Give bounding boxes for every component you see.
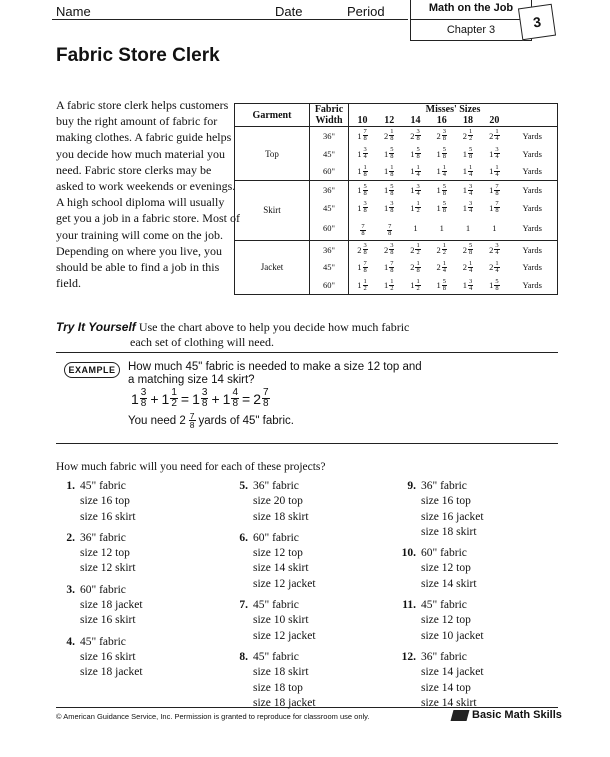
eq-plus-1: + (150, 390, 159, 407)
garment-name: Top (235, 127, 310, 181)
yardage-cell: 1 1 2 (410, 200, 420, 215)
garment-name: Skirt (235, 181, 310, 241)
unit-label: Yards (522, 185, 542, 196)
footer-rule (56, 707, 558, 708)
yardage-cell: 1 7 8 (489, 200, 499, 215)
problem-line: size 16 skirt (80, 510, 136, 523)
chapter-label: Chapter 3 (446, 24, 496, 36)
yardage-cell: 2 1 8 (410, 259, 420, 274)
problem-number: 9. (407, 480, 416, 492)
yardage-cell: 1 5 8 (436, 277, 446, 292)
divider-top (56, 352, 558, 353)
unit-label: Yards (522, 148, 542, 159)
yardage-cell: 1 1 8 (357, 163, 367, 178)
eq-plus-2: + (211, 390, 220, 407)
name-line (52, 19, 408, 20)
problem-line: size 12 top (421, 614, 471, 627)
yardage-cell: 1 5 8 (357, 182, 367, 197)
yardage-cell: 2 1 4 (436, 259, 446, 274)
yardage-cell: 7 8 (361, 222, 365, 237)
yardage-cell: 2 1 4 (489, 128, 499, 143)
yardage-cell: 2 1 4 (462, 259, 473, 274)
table-row (235, 127, 558, 145)
eq-equals-2: = (242, 390, 251, 407)
fabric-width: 36" (310, 127, 349, 145)
problem-item (56, 531, 226, 577)
problem-number: 4. (66, 635, 75, 648)
problem-line: size 12 jacket (253, 577, 316, 590)
fabric-width: 60" (310, 276, 349, 294)
problem-number: 12. (401, 650, 416, 663)
yardage-cell: 1 5 8 (489, 277, 499, 292)
fabric-width: 36" (310, 181, 349, 199)
problem-line: size 14 top (421, 681, 471, 694)
col-fabric-width: Fabric Width (310, 104, 349, 127)
problem-item (397, 650, 567, 711)
problem-number: 1. (66, 480, 75, 492)
yardage-cell: 1 (465, 223, 471, 234)
problem-line: size 16 top (80, 495, 130, 508)
problem-line: size 12 top (253, 547, 303, 560)
problem-line: size 14 skirt (421, 696, 477, 709)
yardage-cell: 1 3 4 (357, 146, 367, 161)
yardage-cell: 1 5 8 (436, 200, 446, 215)
try-label: Try It Yourself (56, 320, 136, 334)
problem-item (397, 546, 567, 592)
eq-term-b: 1 1 2 (161, 387, 177, 409)
problem-line: 60" fabric (80, 583, 126, 596)
problem-line: 36" fabric (253, 480, 299, 492)
problem-item (229, 479, 399, 525)
yardage-cell: 2 3 4 (489, 242, 499, 257)
yardage-cell: 1 1 4 (436, 163, 446, 178)
yardage-cell: 1 7 8 (357, 259, 367, 274)
yardage-cell: 1 1 4 (462, 163, 473, 178)
size-header: 14 (410, 115, 421, 126)
fabric-guide-table (234, 103, 558, 295)
col-misses-sizes: Misses' Sizes (425, 104, 481, 115)
yardage-cell: 1 3 8 (383, 200, 394, 215)
eq-term-a: 1 3 8 (131, 387, 147, 409)
size-header: 16 (436, 115, 447, 126)
unit-label: Yards (522, 223, 542, 234)
yardage-cell: 1 1 4 (410, 163, 420, 178)
example-question: How much 45" fabric is needed to make a size 12 top and a matching size 14 skirt? (128, 361, 422, 386)
divider-bottom (56, 443, 558, 444)
fabric-width: 36" (310, 240, 349, 258)
fabric-width: 60" (310, 162, 349, 180)
problem-number: 11. (402, 599, 416, 612)
problem-line: size 16 skirt (80, 614, 136, 627)
problem-item (56, 479, 226, 525)
section-label: Math on the Job (411, 0, 531, 20)
yardage-cell: 1 7 8 (489, 182, 499, 197)
eq-result: 2 7 8 (253, 387, 269, 409)
page-title: Fabric Store Clerk (56, 45, 220, 66)
problem-item (397, 479, 567, 540)
fabric-width: 45" (310, 199, 349, 217)
table-row (235, 240, 558, 258)
problem-line: 60" fabric (421, 547, 467, 560)
problem-number: 7. (239, 599, 248, 612)
problem-item (229, 598, 399, 644)
problem-line: 45" fabric (80, 635, 126, 648)
yardage-cell: 1 5 8 (383, 146, 394, 161)
problem-item (229, 531, 399, 592)
yardage-cell: 1 (413, 223, 418, 234)
problem-number: 8. (239, 650, 248, 663)
unit-label: Yards (522, 262, 542, 273)
yardage-cell: 2 1 4 (489, 259, 499, 274)
problem-line: size 16 skirt (80, 650, 136, 663)
problem-line: size 12 top (80, 547, 130, 560)
problem-line: 36" fabric (421, 480, 467, 492)
problem-item (397, 598, 567, 644)
yardage-cell: 2 3 8 (357, 242, 367, 257)
intro-paragraph: A fabric store clerk helps customers buy the right amount of fabric for making clothes. A fabric guide helps you decide how much material you need. Fabric store clerks may be asked to work weekends or evenings. A high school diploma will usually get you a job in a fabric store. Most of your training will come on the job. Depending on where you live, you should be able to find a job in this field. (56, 98, 240, 291)
problems-column-2 (229, 479, 399, 717)
try-it-yourself (56, 320, 409, 335)
yardage-cell: 1 5 8 (410, 146, 420, 161)
problem-item (229, 650, 399, 711)
chapter-box (410, 0, 532, 41)
problem-item (56, 635, 226, 681)
yardage-cell: 1 5 8 (383, 182, 394, 197)
brand (452, 709, 562, 721)
problem-line: size 16 top (421, 495, 471, 508)
problem-line: size 10 jacket (421, 629, 484, 642)
unit-label: Yards (522, 202, 542, 213)
yardage-cell: 1 5 8 (436, 182, 446, 197)
yardage-cell: 1 3 4 (462, 277, 473, 292)
size-header: 10 (357, 115, 368, 126)
problems-column-1 (56, 479, 226, 687)
eq-equals-1: = (180, 390, 190, 407)
date-label: Date (275, 4, 303, 19)
yardage-cell: 1 3 4 (410, 182, 420, 197)
yardage-cell: 2 1 2 (462, 128, 473, 143)
problem-line: size 14 skirt (253, 562, 309, 575)
problem-line: size 18 jacket (80, 599, 143, 612)
yardage-cell: 1 7 8 (357, 128, 367, 143)
try-line-1: Use the chart above to help you decide how much fabric (138, 320, 410, 334)
problem-line: 45" fabric (80, 480, 126, 492)
yardage-cell: 1 7 8 (383, 259, 394, 274)
problem-line: size 18 top (253, 681, 303, 694)
copyright: © American Guidance Service, Inc. Permission is granted to reproduce for classroom use only. (56, 712, 370, 721)
page-number: 3 (518, 4, 556, 40)
name-label: Name (56, 4, 91, 19)
problem-line: size 12 skirt (80, 562, 136, 575)
yardage-cell: 1 1 4 (489, 163, 499, 178)
eq-term-c: 1 3 8 (192, 387, 208, 409)
problem-line: 36" fabric (421, 650, 467, 663)
example-equation (131, 388, 270, 409)
unit-label: Yards (522, 280, 542, 291)
problems-column-3 (397, 479, 567, 717)
yardage-cell: 1 3 4 (462, 182, 473, 197)
yardage-cell: 1 1 8 (383, 163, 394, 178)
yardage-cell: 2 3 8 (410, 128, 420, 143)
problem-line: size 18 jacket (80, 666, 143, 679)
yardage-cell: 1 1 2 (410, 277, 420, 292)
garment-name: Jacket (235, 240, 310, 294)
yardage-cell: 1 3 4 (489, 146, 499, 161)
yardage-cell: 1 (439, 223, 444, 234)
problem-line: 45" fabric (253, 650, 299, 663)
yardage-cell: 1 3 4 (462, 200, 473, 215)
try-line-2: each set of clothing will need. (130, 335, 274, 349)
problem-line: size 18 skirt (253, 510, 309, 523)
yardage-cell: 1 1 2 (383, 277, 394, 292)
problem-line: 45" fabric (253, 599, 299, 612)
fabric-width: 45" (310, 145, 349, 163)
unit-label: Yards (522, 166, 542, 177)
eq-term-d: 1 4 8 (222, 387, 238, 409)
problem-line: size 18 jacket (253, 696, 316, 709)
fabric-width: 45" (310, 259, 349, 277)
example-answer: You need 2 7 8 yards of 45" fabric. (128, 411, 295, 430)
problem-line: size 12 top (421, 562, 471, 575)
problem-number: 2. (66, 531, 75, 544)
yardage-cell: 2 5 8 (462, 242, 473, 257)
problem-line: size 18 skirt (253, 666, 309, 679)
unit-header-spacer (507, 115, 557, 127)
problem-line: size 14 jacket (421, 666, 484, 679)
table-row (235, 181, 558, 199)
yardage-cell: 1 3 8 (357, 200, 367, 215)
brand-label: Basic Math Skills (472, 709, 562, 721)
example-badge: EXAMPLE (64, 362, 120, 378)
period-label: Period (347, 4, 385, 19)
size-header: 20 (489, 115, 500, 126)
problem-number: 5. (239, 480, 248, 492)
yardage-cell: 7 8 (388, 222, 392, 237)
yardage-cell: 2 3 8 (436, 128, 446, 143)
unit-label: Yards (522, 130, 542, 141)
problem-item (56, 583, 226, 629)
problem-line: 45" fabric (421, 599, 467, 612)
yardage-cell: 1 5 8 (436, 146, 446, 161)
yardage-cell: 2 1 2 (410, 242, 420, 257)
problem-line: size 10 skirt (253, 614, 309, 627)
size-header: 18 (463, 115, 474, 126)
unit-label: Yards (522, 244, 542, 255)
problem-line: size 14 skirt (421, 577, 477, 590)
fabric-width: 60" (310, 217, 349, 241)
problem-number: 6. (239, 531, 248, 544)
problem-number: 3. (66, 583, 75, 596)
yardage-cell: 1 5 8 (462, 146, 473, 161)
problem-line: 36" fabric (80, 531, 126, 544)
yardage-cell: 2 1 8 (383, 128, 394, 143)
problem-line: 60" fabric (253, 531, 299, 544)
problem-number: 10. (401, 547, 416, 560)
book-icon (451, 710, 470, 721)
col-garment: Garment (235, 104, 310, 127)
yardage-cell: 1 (492, 223, 497, 234)
questions-intro: How much fabric will you need for each of these projects? (56, 461, 326, 473)
problem-line: size 20 top (253, 495, 303, 508)
yardage-cell: 2 3 8 (383, 242, 394, 257)
size-header: 12 (384, 115, 395, 126)
problem-line: size 12 jacket (253, 629, 316, 642)
yardage-cell: 2 1 2 (436, 242, 446, 257)
problem-line: size 18 skirt (421, 525, 477, 538)
problem-line: size 16 jacket (421, 510, 484, 523)
yardage-cell: 1 1 2 (357, 277, 367, 292)
